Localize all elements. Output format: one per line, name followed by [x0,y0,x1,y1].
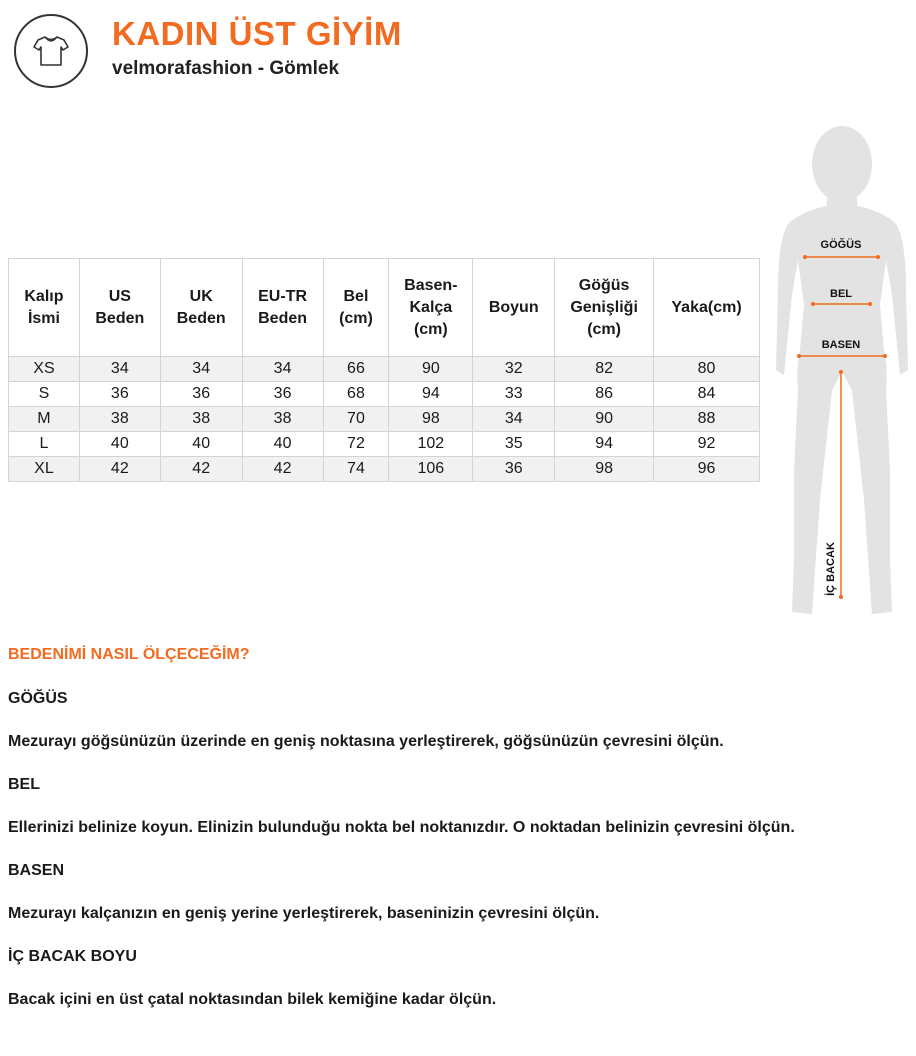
column-header [473,259,555,357]
table-cell: 86 [555,382,654,407]
table-cell: 40 [160,432,242,457]
column-header-line: (cm) [587,320,621,338]
column-header-line: Yaka(cm) [671,298,742,316]
table-cell: XS [9,357,80,382]
table-row [9,432,760,457]
table-cell: 42 [242,457,323,482]
table-cell: 90 [555,407,654,432]
table-cell: 38 [160,407,242,432]
guide-heading-inseam: İÇ BACAK BOYU [8,948,137,965]
table-cell: 88 [654,407,760,432]
waist-label: BEL [830,288,852,300]
guide-text-hip: Mezurayı kalçanızın en geniş yerine yerleştirerek, baseninizin çevresini ölçün. [8,905,600,922]
table-cell: XL [9,457,80,482]
column-header-line: Göğüs [578,276,630,294]
column-header [160,259,242,357]
table-header-row [9,259,760,357]
column-header-line: Genişliği [570,298,638,316]
table-cell: 42 [79,457,160,482]
column-header-line: US [108,287,131,305]
table-cell: 36 [242,382,323,407]
body-silhouette [776,126,908,614]
column-header-line: Boyun [488,298,539,316]
hip-label: BASEN [821,339,861,351]
table-row [9,382,760,407]
column-header-line: UK [189,287,213,305]
column-header [654,259,760,357]
guide-heading-hip: BASEN [8,862,65,879]
table-cell: 96 [654,457,760,482]
table-cell: 94 [555,432,654,457]
table-cell: 32 [473,357,555,382]
page-subtitle: velmorafashion - Gömlek [112,58,340,79]
guide-text-inseam: Bacak içini en üst çatal noktasından bilek kemiğine kadar ölçün. [8,991,497,1008]
table-cell: 36 [473,457,555,482]
tshirt-icon [32,34,70,68]
column-header-line: İsmi [27,309,60,327]
table-row [9,407,760,432]
column-header [389,259,473,357]
table-cell: 40 [242,432,323,457]
table-cell: 40 [79,432,160,457]
table-cell: S [9,382,80,407]
column-header-line: Bel [343,287,369,305]
table-cell: 42 [160,457,242,482]
column-header-line: EU-TR [258,287,308,305]
guide-heading-waist: BEL [8,776,40,793]
column-header-line: Beden [258,309,308,327]
logo-circle [14,14,88,88]
guide-heading-chest: GÖĞÜS [8,690,68,707]
column-header [9,259,80,357]
table-cell: 80 [654,357,760,382]
table-cell: 34 [242,357,323,382]
guide-question: BEDENİMİ NASIL ÖLÇECEĞİM? [8,646,250,663]
table-cell: 94 [389,382,473,407]
table-cell: 106 [389,457,473,482]
inseam-label: İÇ BACAK [825,542,837,596]
table-cell: 35 [473,432,555,457]
table-cell: 66 [323,357,389,382]
table-cell: 84 [654,382,760,407]
table-body [9,357,760,482]
column-header-line: Kalça [409,298,453,316]
column-header-line: (cm) [413,320,448,338]
table-cell: 74 [323,457,389,482]
table-cell: 98 [555,457,654,482]
table-cell: 90 [389,357,473,382]
table-cell: 34 [79,357,160,382]
table-cell: 34 [473,407,555,432]
guide-text-chest: Mezurayı göğsünüzün üzerinde en geniş noktasına yerleştirerek, göğsünüzün çevresini ölçün. [8,733,724,750]
column-header-line: Beden [176,309,226,327]
table-cell: 98 [389,407,473,432]
table-cell: 38 [242,407,323,432]
column-header-line: Beden [95,309,145,327]
table-cell: 102 [389,432,473,457]
chest-label: GÖĞÜS [820,239,862,251]
column-header [79,259,160,357]
table-cell: 92 [654,432,760,457]
table-cell: 70 [323,407,389,432]
column-header-line: Basen- [404,276,458,294]
column-header [242,259,323,357]
body-measurement-figure [770,120,916,620]
column-header-line: (cm) [339,309,373,327]
table-cell: 36 [160,382,242,407]
measurement-guide [8,644,798,1032]
header [14,14,402,88]
table-cell: M [9,407,80,432]
table-cell: 33 [473,382,555,407]
table-cell: 36 [79,382,160,407]
table-cell: 68 [323,382,389,407]
table-cell: 38 [79,407,160,432]
guide-text-waist: Ellerinizi belinize koyun. Elinizin bulunduğu nokta bel noktanızdır. O noktadan belinizin çevresini ölçün. [8,819,795,836]
column-header-line: Kalıp [24,287,64,305]
table-cell: 72 [323,432,389,457]
table-cell: 34 [160,357,242,382]
size-table [8,258,760,482]
column-header [323,259,389,357]
table-row [9,457,760,482]
table-cell: 82 [555,357,654,382]
column-header [555,259,654,357]
table-row [9,357,760,382]
page-title: KADIN ÜST GİYİM [112,15,402,52]
table-cell: L [9,432,80,457]
